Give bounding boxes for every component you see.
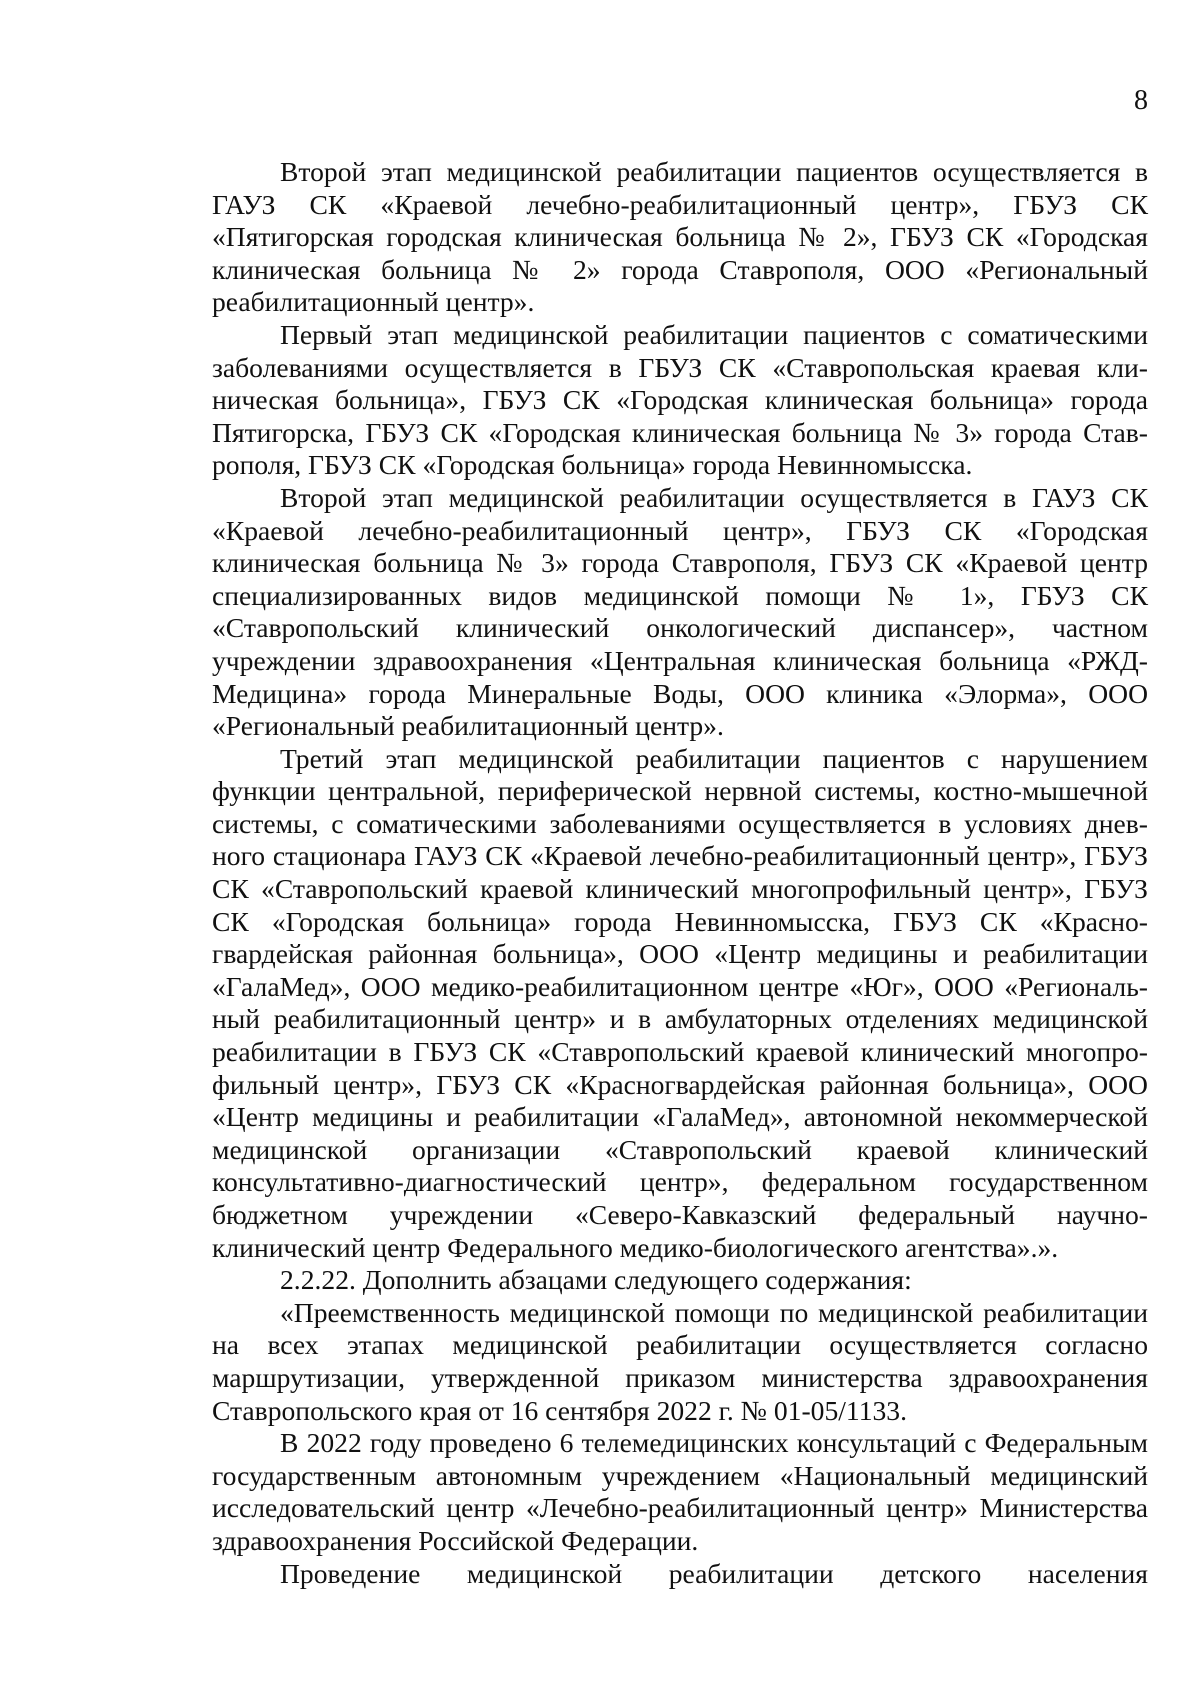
document-body <box>212 156 1148 1590</box>
paragraph-stage-one-somatic: Первый этап медицинской реабилитации пациентов с соматическими заболеваниями осуществляется в ГБУЗ СК «Ставропольская краевая клиническая больница», ГБУЗ СК «Городская клиническая больница» города Пятигорска, ГБУЗ СК «Городская клиническая больница № 3» города Ставрополя, ГБУЗ СК «Городская больница» города Невинномысска. <box>212 318 1148 481</box>
paragraph-clause-2-2-22: 2.2.22. Дополнить абзацами следующего содержания: <box>280 1264 912 1296</box>
paragraph-stage-three: Третий этап медицинской реабилитации пациентов с нарушением функции центральной, периферической нервной системы, костно-мышечной системы, с соматическими заболеваниями осуществляется в условиях дневного стационара ГАУЗ СК «Краевой лечебно-реабилитационный центр», ГБУЗ СК «Ставропольский краевой клинический многопрофильный центр», ГБУЗ СК «Городская больница» города Невинномысска, ГБУЗ СК «Красногвардейская районная больница», ООО «Центр медицины и реабилитации «ГалаМед», ООО медико-реабилитационном центре «Юг», ООО «Региональный реабилитационный центр» и в амбулаторных отделениях медицинской реабилитации в ГБУЗ СК «Ставропольский краевой клинический многопрофильный центр», ГБУЗ СК «Красногвардейская районная больница», ООО «Центр медицины и реабилитации «ГалаМед», автономной некоммерческой медицинской организации «Ставропольский краевой клинический консультативно-диагностический центр», федеральном государственном бюджетном учреждении «Северо-Кавказский федеральный научно-клинический центр Федерального медико-биологического агентства».». <box>212 742 1148 1263</box>
paragraph-continuity-of-care: «Преемственность медицинской помощи по медицинской реабилитации на всех этапах медицинской реабилитации осуществляется согласно маршрутизации, утвержденной приказом министерства здравоохранения Ставропольского края от 16 сентября 2022 г. № 01-05/1133. <box>212 1296 1148 1426</box>
paragraph-telemedicine: В 2022 году проведено 6 телемедицинских консультаций с Федеральным государственным автономным учреждением «Национальный медицинский исследовательский центр «Лечебно-реабилитационный центр» Министерства здравоохранения Российской Федерации. <box>212 1427 1148 1556</box>
page-number: 8 <box>1134 85 1148 116</box>
paragraph-child-rehab: Проведение медицинской реабилитации детского населения <box>280 1557 1148 1589</box>
paragraph-stage-two-rehab: Второй этап медицинской реабилитации пациентов осуществляется в ГАУЗ СК «Краевой лечебно-реабилитационный центр», ГБУЗ СК «Пятигорская городская клиническая больница № 2», ГБУЗ СК «Городская клиническая больница № 2» города Ставрополя, ООО «Региональный реабилитационный центр». <box>212 156 1148 318</box>
paragraph-stage-two-somatic: Второй этап медицинской реабилитации осуществляется в ГАУЗ СК «Краевой лечебно-реабилитационный центр», ГБУЗ СК «Городская клиническая больница № 3» города Ставрополя, ГБУЗ СК «Краевой центр специализированных видов медицинской помощи № 1», ГБУЗ СК «Ставропольский клинический онкологический диспансер», частном учреждении здравоохранения «Центральная клиническая больница «РЖД-Медицина» города Минеральные Воды, ООО клиника «Элорма», ООО «Региональный реабилитационный центр». <box>212 481 1148 742</box>
